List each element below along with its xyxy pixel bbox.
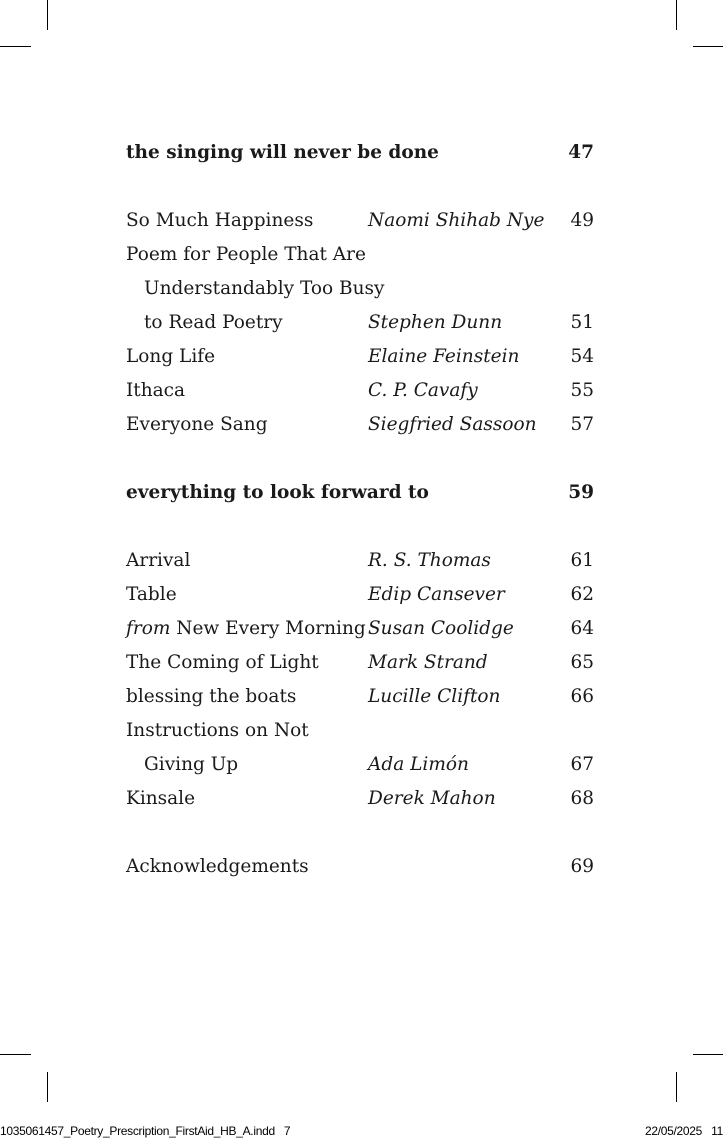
- poet-name: Naomi Shihab Nye: [368, 210, 545, 231]
- poet-name: Ada Limón: [368, 754, 469, 775]
- acknowledgements-label: Acknowledgements: [126, 856, 309, 877]
- toc-entry-continuation: [126, 306, 594, 340]
- toc-entry: [126, 646, 594, 680]
- toc-entry: [126, 782, 594, 816]
- crop-mark-top-left-v: [47, 0, 48, 30]
- toc-entry: [126, 714, 594, 748]
- toc-entry: [126, 408, 594, 442]
- poet-name: Edip Cansever: [368, 584, 505, 605]
- page-number: 57: [570, 414, 594, 435]
- page-number: 54: [570, 346, 594, 367]
- acknowledgements-entry: [126, 850, 594, 884]
- section-heading: [126, 476, 594, 510]
- toc-entry: [126, 544, 594, 578]
- page-number: 55: [570, 380, 594, 401]
- section-page: 59: [568, 482, 594, 503]
- page-number: 62: [570, 584, 594, 605]
- footer-file-info: 1035061457_Poetry_Prescription_FirstAid_HB_A.indd 7: [0, 1124, 291, 1138]
- toc-entry: [126, 238, 594, 272]
- poet-name: Stephen Dunn: [368, 312, 503, 333]
- poem-title-text: New Every Morning: [170, 618, 366, 639]
- poem-title: Everyone Sang: [126, 414, 268, 435]
- poem-title: [126, 612, 366, 646]
- section-title: the singing will never be done: [126, 142, 439, 163]
- section-heading: [126, 136, 594, 170]
- poem-title: Instructions on Not: [126, 720, 309, 741]
- poet-name: Elaine Feinstein: [368, 346, 520, 367]
- page-number: 61: [570, 550, 594, 571]
- poet-name: Derek Mahon: [368, 788, 496, 809]
- toc-entry: [126, 204, 594, 238]
- toc-entry: [126, 374, 594, 408]
- toc-entry: [126, 578, 594, 612]
- poem-title: blessing the boats: [126, 686, 297, 707]
- poet-name: Mark Strand: [368, 652, 488, 673]
- section-title: everything to look forward to: [126, 482, 429, 503]
- poem-title: The Coming of Light: [126, 652, 319, 673]
- page-number: 64: [570, 618, 594, 639]
- section-page: 47: [568, 142, 594, 163]
- toc-entry-continuation: [126, 272, 594, 306]
- page-number: 67: [570, 754, 594, 775]
- poem-title: Kinsale: [126, 788, 196, 809]
- poem-title: Long Life: [126, 346, 216, 367]
- poet-name: R. S. Thomas: [368, 550, 491, 571]
- toc-entry: [126, 612, 594, 646]
- page-number: 69: [570, 856, 594, 877]
- toc-entry: [126, 340, 594, 374]
- poet-name: Lucille Clifton: [368, 686, 501, 707]
- page-number: 66: [570, 686, 594, 707]
- crop-mark-top-left-h: [0, 46, 31, 47]
- page-number: 49: [570, 210, 594, 231]
- poem-title: Arrival: [126, 550, 191, 571]
- crop-mark-bottom-left-h: [0, 1054, 31, 1055]
- crop-mark-top-right-v: [676, 0, 677, 30]
- page-number: 51: [570, 312, 594, 333]
- crop-mark-top-right-h: [693, 46, 723, 47]
- poem-title-continued: Understandably Too Busy: [144, 278, 385, 299]
- page-number: 65: [570, 652, 594, 673]
- poet-name: Siegfried Sassoon: [368, 414, 537, 435]
- poet-name: Susan Coolidge: [368, 618, 514, 639]
- poem-title-continued: Giving Up: [144, 754, 239, 775]
- footer-date: 22/05/2025 11: [644, 1124, 723, 1138]
- toc-entry: [126, 680, 594, 714]
- poem-title: Table: [126, 584, 177, 605]
- page-number: 68: [570, 788, 594, 809]
- poet-name: C. P. Cavafy: [368, 380, 478, 401]
- poem-title: So Much Happiness: [126, 210, 314, 231]
- poem-title-continued: to Read Poetry: [144, 312, 283, 333]
- crop-mark-bottom-left-v: [47, 1072, 48, 1102]
- from-prefix: from: [126, 618, 171, 639]
- poem-title: Ithaca: [126, 380, 186, 401]
- toc-entry-continuation: [126, 748, 594, 782]
- crop-mark-bottom-right-h: [693, 1054, 723, 1055]
- crop-mark-bottom-right-v: [676, 1072, 677, 1102]
- poem-title: Poem for People That Are: [126, 244, 366, 265]
